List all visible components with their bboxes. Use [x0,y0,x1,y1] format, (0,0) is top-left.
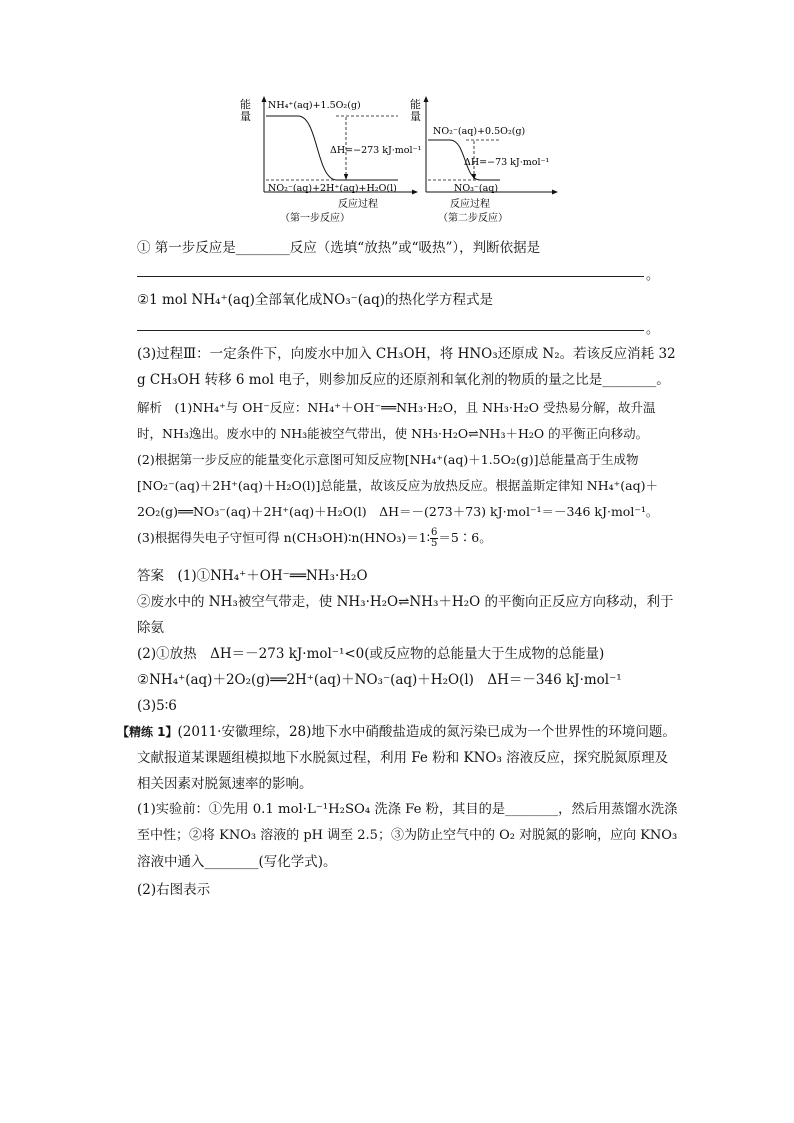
practice-1-line-7: (2)右图表示 [137,882,211,898]
practice-1-line-3: 相关因素对脱氮速率的影响。 [137,776,313,792]
explanation-line-1: 解析 (1)NH₄⁺与 OH⁻反应：NH₄⁺＋OH⁻══NH₃·H₂O，且 NH₃·H₂O 受热易分解，故升温 [137,400,656,415]
answer-line-2: ②废水中的 NH₃被空气带走，使 NH₃·H₂O⇌NH₃＋H₂O 的平衡向正反应方向移动，利于 [137,594,674,610]
question-3-line-1: (3)过程Ⅲ：一定条件下，向废水中加入 CH₃OH，将 HNO₃还原成 N₂。若该反应消耗 32 [137,346,676,362]
answer-line-1: 答案 (1)①NH₄⁺＋OH⁻══NH₃·H₂O [137,568,368,584]
right-caption: （第二步反应） [438,213,508,224]
right-energy-diagram [410,96,558,224]
fraction-numerator: 6 [430,527,438,538]
right-bottom-state: NO₃⁻(aq) [454,183,499,194]
left-bottom-state: NO₂⁻(aq)+2H⁺(aq)+H₂O(l) [268,183,397,194]
explanation-line-4: [NO₂⁻(aq)＋2H⁺(aq)＋H₂O(l)]总能量，故该反应为放热反应。根据盖斯定律知 NH₄⁺(aq)＋ [137,478,658,493]
question-3-line-2: g CH₃OH 转移 6 mol 电子，则参加反应的还原剂和氧化剂的物质的量之比是________。 [137,372,670,388]
question-2-2: ②1 mol NH₄⁺(aq)全部氧化成NO₃⁻(aq)的热化学方程式是 [137,292,494,308]
answer-line-6: (3)5∶6 [137,698,177,714]
answer-line-3: 除氨 [137,620,164,636]
answer-blank-1[interactable] [137,276,644,277]
period-1: 。 [646,268,660,283]
explanation-line-3: (2)根据第一步反应的能量变化示意图可知反应物[NH₄⁺(aq)＋1.5O₂(g)]总能量高于生成物 [137,452,639,467]
practice-1-line-2: 文献报道某课题组模拟地下水脱氮过程，利用 Fe 粉和 KNO₃ 溶液反应，探究脱氮原理及 [137,750,669,766]
left-top-state: NH₄⁺(aq)+1.5O₂(g) [268,100,361,111]
practice-tag: 【精练 1】 [117,725,178,739]
practice-1-line-6: 溶液中通入________(写化学式)。 [137,854,337,870]
left-dh-label: ΔH=−273 kJ·mol⁻¹ [330,145,422,156]
right-top-state: NO₂⁻(aq)+0.5O₂(g) [433,126,526,137]
period-2: 。 [646,322,660,337]
practice-1-text-1: (2011·安徽理综，28)地下水中硝酸盐造成的氮污染已成为一个世界性的环境问题。 [177,724,676,740]
explanation-line-6 [137,528,492,549]
left-caption: （第一步反应） [280,213,350,224]
explanation-line-6-a: (3)根据得失电子守恒可得 n(CH₃OH)∶n(HNO₃)＝1∶ [137,530,430,545]
question-2-1: ① 第一步反应是________反应（选填“放热”或“吸热”），判断依据是 [137,240,541,256]
practice-1-line-4: (1)实验前：①先用 0.1 mol·L⁻¹H₂SO₄ 洗涤 Fe 粉，其目的是________，然后用蒸馏水洗涤 [137,802,678,817]
right-ylabel-2: 量 [410,110,421,123]
explanation-line-5: 2O₂(g)══NO₃⁻(aq)＋2H⁺(aq)＋H₂O(l) ΔH＝－(273＋73) kJ·mol⁻¹＝－346 kJ·mol⁻¹。 [137,504,659,519]
left-xlabel: 反应过程 [338,199,378,210]
explanation-line-6-b: ＝5∶6。 [438,530,492,545]
right-dh-label: ΔH=−73 kJ·mol⁻¹ [464,157,550,168]
explanation-line-2: 时，NH₃逸出。废水中的 NH₃能被空气带出，使 NH₃·H₂O⇌NH₃＋H₂O 的平衡正向移动。 [137,426,649,441]
left-ylabel-2: 量 [240,110,251,123]
right-ylabel-1: 能 [410,98,421,111]
right-xlabel: 反应过程 [450,199,490,210]
practice-1-line-5: 至中性；②将 KNO₃ 溶液的 pH 调至 2.5；③为防止空气中的 O₂ 对脱氮的影响，应向 KNO₃ [137,828,678,843]
answer-line-4: (2)①放热 ΔH＝－273 kJ·mol⁻¹<0(或反应物的总能量大于生成物的总能量) [137,646,605,662]
energy-diagrams [238,96,568,236]
fraction-denominator: 5 [430,538,438,549]
answer-line-5: ②NH₄⁺(aq)＋2O₂(g)══2H⁺(aq)＋NO₃⁻(aq)＋H₂O(l) ΔH＝－346 kJ·mol⁻¹ [137,672,622,688]
practice-1-line-1 [117,722,676,742]
left-ylabel-1: 能 [240,98,251,111]
left-energy-diagram [240,96,422,224]
answer-blank-2[interactable] [137,330,644,331]
